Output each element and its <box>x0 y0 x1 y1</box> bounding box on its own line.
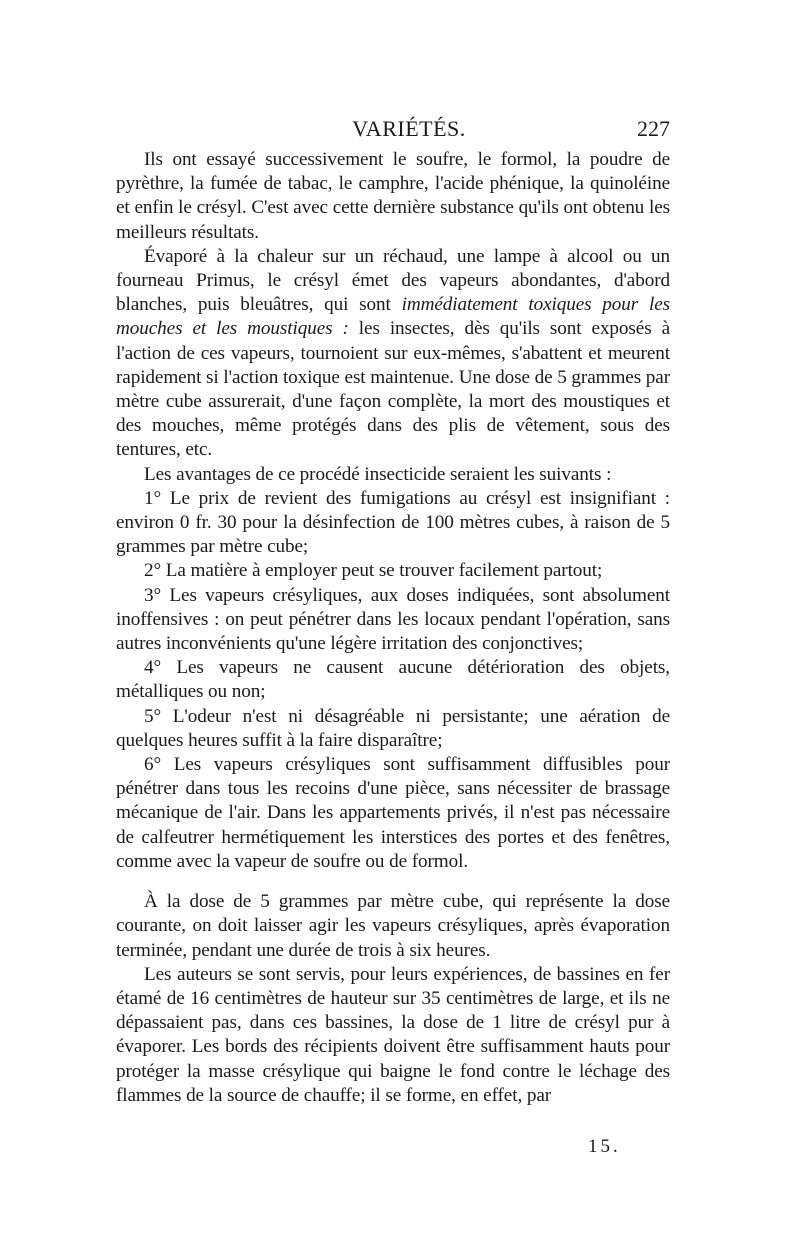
emphasized-text: immédiatement toxiques pour les mouches et les moustiques : <box>116 294 670 340</box>
signature-mark: 15. <box>588 1136 621 1157</box>
advantage-item: 4° Les vapeurs ne causent aucune détérioration des objets, métalliques ou non; <box>116 657 670 703</box>
body-text <box>116 148 670 1108</box>
paragraph <box>116 245 670 463</box>
advantages-intro: Les avantages de ce procédé insecticide seraient les suivants : <box>144 463 612 485</box>
running-head: VARIÉTÉS. <box>352 116 466 141</box>
page-header <box>148 116 670 146</box>
paragraph-text: les insectes, dès qu'ils sont exposés à l'action de ces vapeurs, tournoient sur eux-mêmes, s'abattent et meurent rapidement si l'action toxique est maintenue. Une dose de 5 grammes par mètre cube assurerait, d'une façon complète, la mort des moustiques et des mouches, même protégés dans des plis de vêtement, sous des tentures, etc. <box>116 318 670 461</box>
advantage-item: 1° Le prix de revient des fumigations au crésyl est insignifiant : environ 0 fr. 30 pour la désinfection de 100 mètres cubes, à raison de 5 grammes par mètre cube; <box>116 487 670 558</box>
paragraph-text: Évaporé à la chaleur sur un réchaud, une lampe à alcool ou un fourneau Primus, le crésyl émet des vapeurs abondantes, d'abord blanches, puis bleuâtres, qui sont <box>116 245 670 316</box>
advantage-item: 2° La matière à employer peut se trouver facilement partout; <box>144 560 603 582</box>
advantage-item: 6° Les vapeurs crésyliques sont suffisamment diffusibles pour pénétrer dans tous les recoins d'une pièce, sans nécessiter de brassage mécanique de l'air. Dans les appartements privés, il n'est pas nécessaire de calfeutrer hermétiquement les interstices des portes et des fenêtres, comme avec la vapeur de soufre ou de formol. <box>116 754 670 872</box>
paragraph: Les auteurs se sont servis, pour leurs expériences, de bassines en fer étamé de 16 centimètres de hauteur sur 35 centimètres de large, et ils ne dépassaient pas, dans ces bassines, la dose de 1 litre de crésyl pur à évaporer. Les bords des récipients doivent être suffisamment hauts pour protéger la masse crésylique qui baigne le fond contre le léchage des flammes de la source de chauffe; il se forme, en effet, par <box>116 963 670 1106</box>
page-number: 227 <box>637 116 670 141</box>
paragraph: Ils ont essayé successivement le soufre, le formol, la poudre de pyrèthre, la fumée de tabac, le camphre, l'acide phénique, la quinoléine et enfin le crésyl. C'est avec cette dernière substance qu'ils ont obtenu les meilleurs résultats. <box>116 149 670 243</box>
advantage-item: 3° Les vapeurs crésyliques, aux doses indiquées, sont absolument inoffensives : on peut pénétrer dans les locaux pendant l'opération, sans autres inconvénients qu'une légère irritation des conjonctives; <box>116 584 670 655</box>
advantage-item: 5° L'odeur n'est ni désagréable ni persistante; une aération de quelques heures suffit à la faire disparaître; <box>116 705 670 751</box>
paragraph: À la dose de 5 grammes par mètre cube, qui représente la dose courante, on doit laisser agir les vapeurs crésyliques, après évaporation terminée, pendant une durée de trois à six heures. <box>116 891 670 961</box>
